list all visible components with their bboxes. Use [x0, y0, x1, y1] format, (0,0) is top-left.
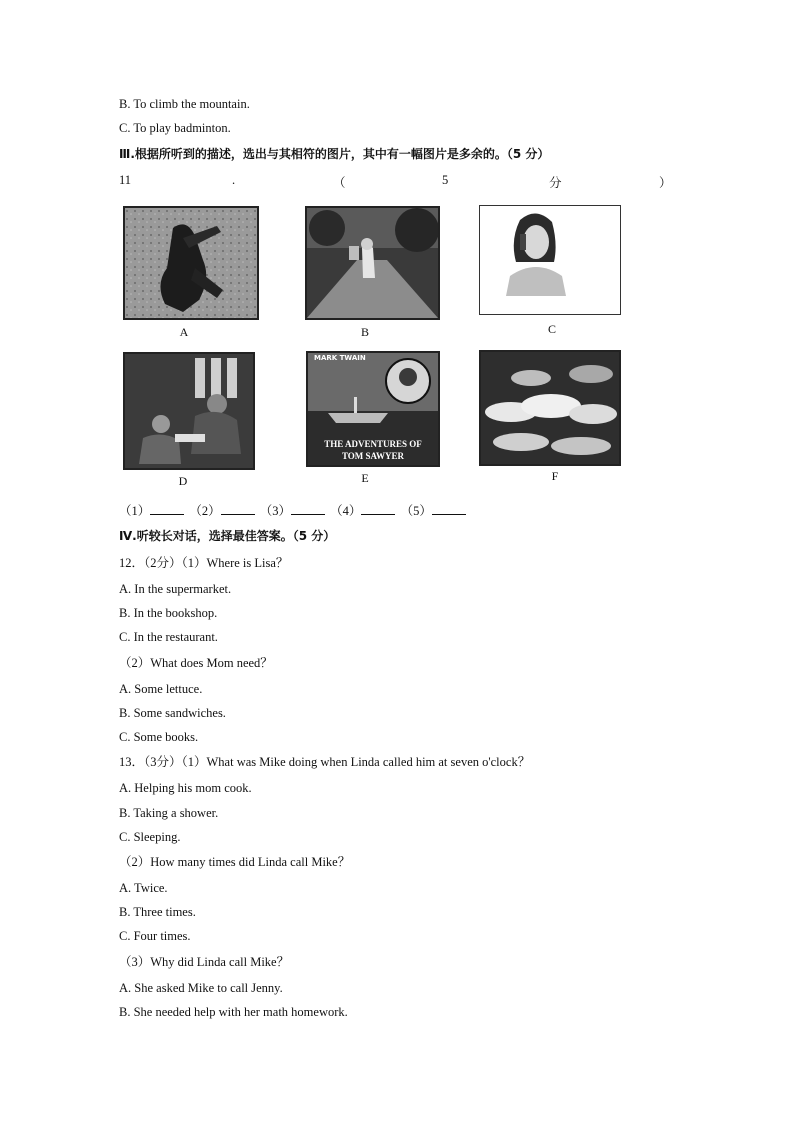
picture-b-label: B: [360, 325, 369, 339]
blank-4-field[interactable]: [361, 502, 395, 515]
classroom-students-photo: [123, 352, 255, 470]
q13-stem-3: （3）Why did Linda call Mike？: [119, 955, 290, 969]
blank-3-field[interactable]: [291, 502, 325, 515]
q13-stem-2: （2）How many times did Linda call Mike？: [119, 855, 351, 869]
q13-option-b: B. Taking a shower.: [119, 806, 219, 820]
blank-5-field[interactable]: [432, 502, 466, 515]
q12-option-a: A. In the supermarket.: [119, 582, 232, 596]
q13-stem-1: 13．（3分）（1）What was Mike doing when Linda called him at seven o'clock？: [119, 755, 531, 769]
person-walking-road-photo: [305, 206, 440, 320]
blank-2-field[interactable]: [221, 502, 255, 515]
book-cover-photo: [306, 351, 440, 467]
q13-3-option-a: A. She asked Mike to call Jenny.: [119, 981, 283, 995]
section-3-heading: Ⅲ.根据所听到的描述，选出与其相符的图片，其中有一幅图片是多余的。（5 分）: [119, 147, 550, 161]
q12-2-option-c: C. Some books.: [119, 730, 199, 744]
q12-stem-2: （2）What does Mom need？: [119, 656, 273, 670]
close-paren: ）: [659, 176, 672, 190]
picture-a-label: A: [179, 325, 189, 339]
blank-1-field[interactable]: [150, 502, 184, 515]
blank-3-label: （3）: [259, 504, 292, 518]
q13-option-c: C. Sleeping.: [119, 830, 181, 844]
q13-option-a: A. Helping his mom cook.: [119, 781, 252, 795]
question-number: 11: [119, 173, 132, 187]
q13-3-option-b: B. She needed help with her math homework.: [119, 1005, 348, 1019]
question-dot: .: [232, 173, 236, 187]
answer-blanks: [119, 501, 468, 519]
blank-5-label: （5）: [400, 504, 432, 518]
option-b-text: B. To climb the mountain.: [119, 97, 250, 111]
q12-2-option-a: A. Some lettuce.: [119, 682, 203, 696]
cover-title-2: TOM SAWYER: [341, 451, 405, 461]
open-paren: （: [333, 176, 346, 190]
blank-4-label: （4）: [330, 504, 362, 518]
section-4-heading: Ⅳ.听较长对话，选择最佳答案。（5 分）: [119, 529, 336, 543]
night-silhouette-photo: [123, 206, 259, 320]
blank-2-label: （2）: [189, 504, 221, 518]
clouds-sky-photo: [479, 350, 621, 466]
score-unit: 分: [549, 176, 562, 190]
cover-title-1: THE ADVENTURES OF: [324, 439, 422, 449]
picture-d-label: D: [178, 474, 188, 488]
q12-2-option-b: B. Some sandwiches.: [119, 706, 226, 720]
q12-option-c: C. In the restaurant.: [119, 630, 218, 644]
q13-2-option-a: A. Twice.: [119, 881, 168, 895]
score-value: 5: [442, 173, 449, 187]
option-c-text: C. To play badminton.: [119, 121, 231, 135]
woman-on-phone-photo: [479, 205, 621, 315]
q13-2-option-b: B. Three times.: [119, 905, 196, 919]
q13-2-option-c: C. Four times.: [119, 929, 191, 943]
picture-c-label: C: [547, 322, 556, 336]
picture-e-label: E: [361, 471, 369, 485]
question-11-line: [119, 173, 679, 189]
picture-f-label: F: [551, 469, 559, 483]
q12-stem-1: 12．（2分）（1）Where is Lisa？: [119, 556, 289, 570]
q12-option-b: B. In the bookshop.: [119, 606, 218, 620]
cover-author: MARK TWAIN: [314, 354, 366, 362]
blank-1-label: （1）: [119, 504, 151, 518]
